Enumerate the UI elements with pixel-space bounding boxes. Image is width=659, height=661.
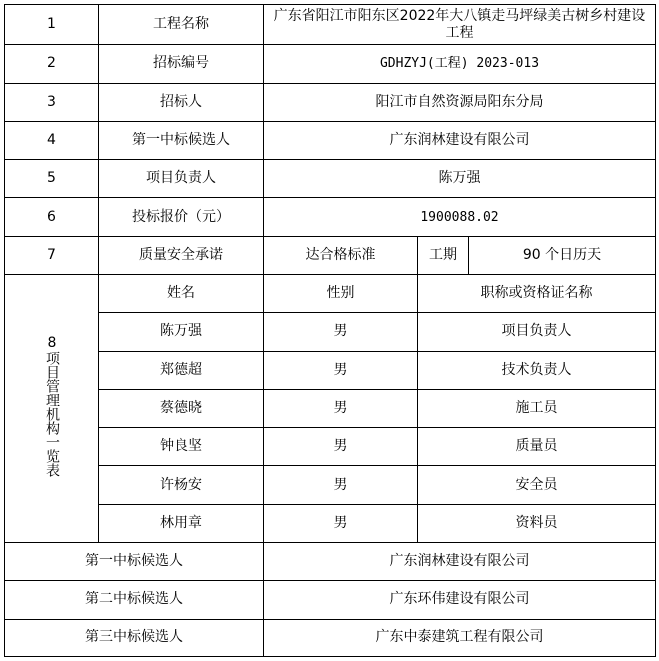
row-label: 投标报价（元） [99,198,264,236]
team-header-row [5,274,656,312]
row-label: 项目负责人 [99,160,264,198]
project-manager-value: 陈万强 [264,160,656,198]
member-title: 项目负责人 [418,313,656,351]
row-number: 2 [5,45,99,83]
table-row [5,198,656,236]
member-gender: 男 [264,313,418,351]
table-row [5,83,656,121]
tender-number-value: GDHZYJ(工程) 2023-013 [264,45,656,83]
member-title: 安全员 [418,466,656,504]
table-row [5,5,656,45]
row-label: 质量安全承诺 [99,236,264,274]
team-member-row [5,466,656,504]
header-gender: 性别 [264,274,418,312]
first-candidate-value: 广东润林建设有限公司 [264,121,656,159]
row-number: 7 [5,236,99,274]
row-number: 1 [5,5,99,45]
member-gender: 男 [264,351,418,389]
member-gender: 男 [264,428,418,466]
member-title: 资料员 [418,504,656,542]
candidate-row [5,619,656,656]
row-label: 招标编号 [99,45,264,83]
candidate-value: 广东环伟建设有限公司 [264,581,656,619]
table-row [5,160,656,198]
member-gender: 男 [264,466,418,504]
candidate-row [5,581,656,619]
candidate-row [5,542,656,580]
member-title: 施工员 [418,389,656,427]
team-member-row [5,428,656,466]
candidate-label: 第二中标候选人 [5,581,264,619]
header-title: 职称或资格证名称 [418,274,656,312]
row-number: 5 [5,160,99,198]
member-name: 陈万强 [99,313,264,351]
member-name: 蔡德晓 [99,389,264,427]
row-number: 4 [5,121,99,159]
member-name: 许杨安 [99,466,264,504]
bid-price-value: 1900088.02 [264,198,656,236]
member-title: 技术负责人 [418,351,656,389]
row-label: 工程名称 [99,5,264,45]
table-row [5,121,656,159]
row-number: 3 [5,83,99,121]
candidate-label: 第一中标候选人 [5,542,264,580]
quality-value: 达合格标准 [264,236,418,274]
period-label: 工期 [418,236,469,274]
period-value: 90 个日历天 [469,236,656,274]
team-section-label [5,274,99,542]
project-name-value: 广东省阳江市阳东区2022年大八镇走马坪绿美古树乡村建设工程 [264,5,656,45]
row-label: 第一中标候选人 [99,121,264,159]
member-name: 钟良坚 [99,428,264,466]
team-member-row [5,313,656,351]
table-row [5,236,656,274]
header-name: 姓名 [99,274,264,312]
team-member-row [5,504,656,542]
team-member-row [5,351,656,389]
bid-result-table [4,4,656,657]
row-number: 6 [5,198,99,236]
member-name: 郑德超 [99,351,264,389]
candidate-value: 广东中泰建筑工程有限公司 [264,619,656,656]
member-gender: 男 [264,389,418,427]
table-row [5,45,656,83]
team-member-row [5,389,656,427]
row-label: 招标人 [99,83,264,121]
candidate-label: 第三中标候选人 [5,619,264,656]
candidate-value: 广东润林建设有限公司 [264,542,656,580]
member-name: 林用章 [99,504,264,542]
tenderer-value: 阳江市自然资源局阳东分局 [264,83,656,121]
team-section-text: 8项目管理机构一览表 [44,334,60,477]
member-title: 质量员 [418,428,656,466]
member-gender: 男 [264,504,418,542]
